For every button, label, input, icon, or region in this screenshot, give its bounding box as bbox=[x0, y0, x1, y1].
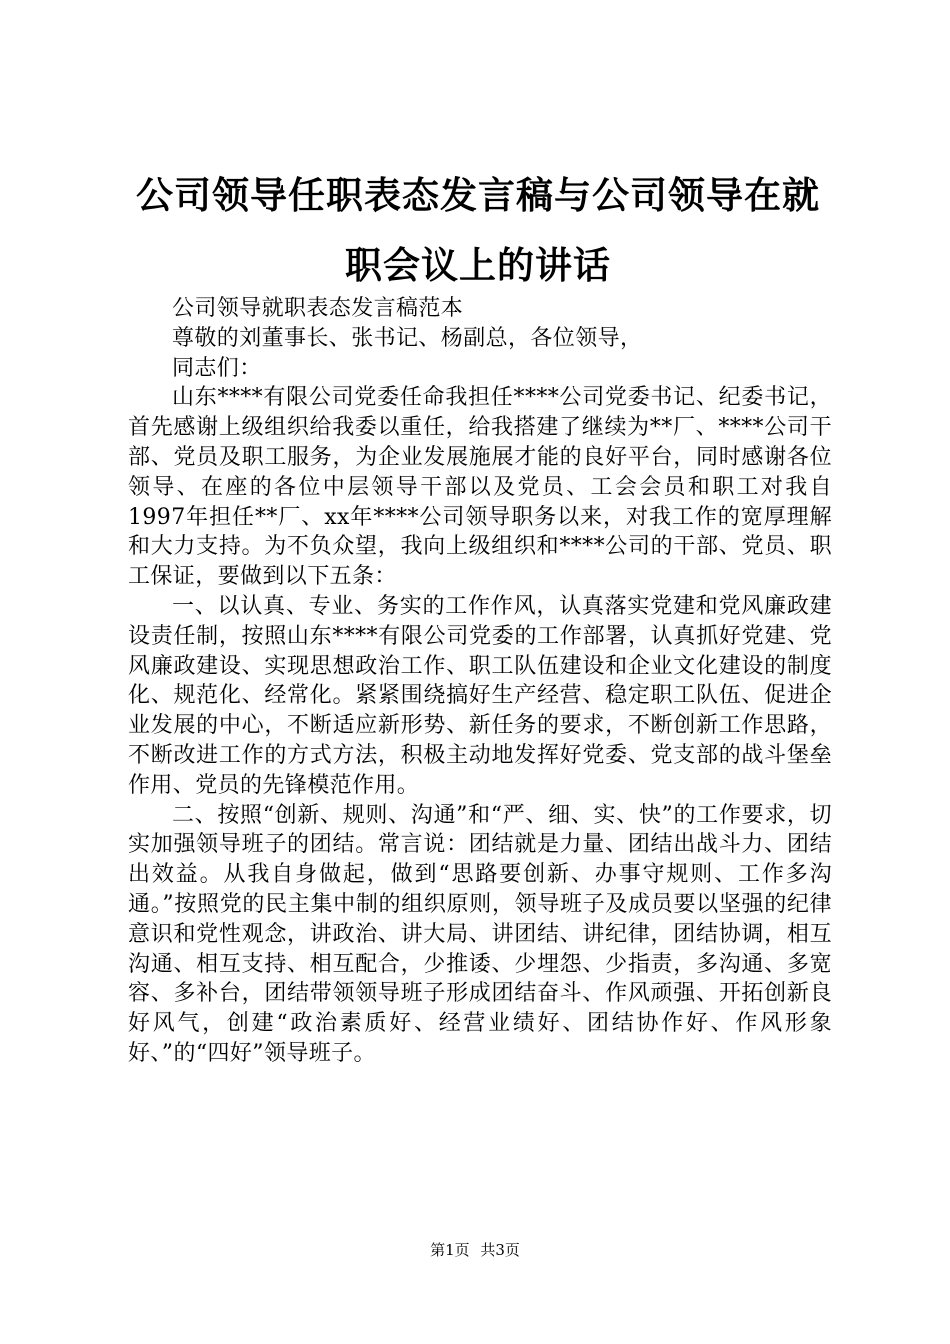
page-total: 共3页 bbox=[480, 1241, 520, 1259]
paragraph-point-one: 一、以认真、专业、务实的工作作风，认真落实党建和党风廉政建设责任制，按照山东****有限公司党委的工作部署，认真抓好党建、党风廉政建设、实现思想政治工作、职工队伍建设和企业文化建设的制度化、规范化、经常化。紧紧围绕搞好生产经营、稳定职工队伍、促进企业发展的中心，不断适应新形势、新任务的要求，不断创新工作思路，不断改进工作的方式方法，积极主动地发挥好党委、党支部的战斗堡垒作用、党员的先锋模范作用。 bbox=[128, 593, 832, 798]
document-body bbox=[128, 294, 832, 1069]
paragraph-greeting: 同志们： bbox=[172, 355, 262, 381]
paragraph-subtitle: 公司领导就职表态发言稿范本 bbox=[172, 296, 464, 321]
paragraph-point-two: 二、按照“创新、规则、沟通”和“严、细、实、快”的工作要求，切实加强领导班子的团结。常言说：团结就是力量、团结出战斗力、团结出效益。从我自身做起，做到“思路要创新、办事守规则、工作多沟通。”按照党的民主集中制的组织原则，领导班子及成员要以坚强的纪律意识和党性观念，讲政治、讲大局、讲团结、讲纪律，团结协调，相互沟通、相互支持、相互配合，少推诿、少埋怨、少指责，多沟通、多宽容、多补台，团结带领领导班子形成团结奋斗、作风顽强、开拓创新良好风气，创建“政治素质好、经营业绩好、团结协作好、作风形象好、”的“四好”领导班子。 bbox=[128, 802, 832, 1066]
paragraph-salutation: 尊敬的刘董事长、张书记、杨副总，各位领导， bbox=[172, 325, 643, 351]
page-number: 第1页 bbox=[430, 1241, 470, 1259]
paragraph-intro: 山东****有限公司党委任命我担任****公司党委书记、纪委书记，首先感谢上级组织给我委以重任，给我搭建了继续为**厂、****公司干部、党员及职工服务，为企业发展施展才能的良好平台，同时感谢各位领导、在座的各位中层领导干部以及党员、工会会员和职工对我自1997年担任**厂、xx年****公司领导职务以来，对我工作的宽厚理解和大力支持。为不负众望，我向上级组织和****公司的干部、党员、职工保证，要做到以下五条： bbox=[128, 385, 832, 590]
page-footer bbox=[0, 1240, 950, 1260]
document-title: 公司领导任职表态发言稿与公司领导在就职会议上的讲话 bbox=[136, 173, 820, 287]
